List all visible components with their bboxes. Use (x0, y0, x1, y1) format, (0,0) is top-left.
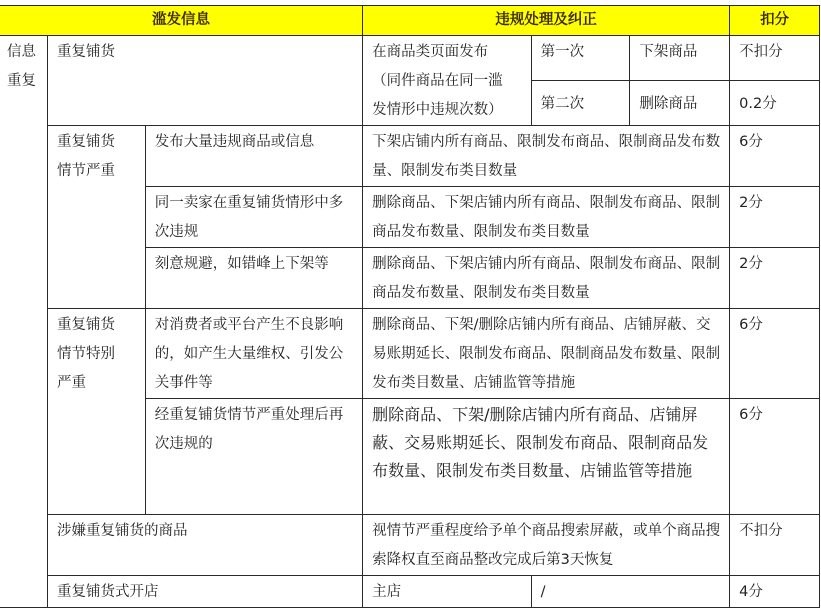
action-first: 下架商品 (630, 36, 730, 81)
subcat-repeat-listing: 重复铺货 (47, 36, 362, 126)
header-handling: 违规处理及纠正 (363, 6, 730, 36)
category-label: 信息重复 (7, 44, 36, 89)
handling-line: （同件商品在同一滥 (372, 73, 503, 89)
handling-suspected: 视情节严重程度给予单个商品搜索屏蔽，或单个商品搜索降权直至商品整改完成后第3天恢复 (363, 515, 730, 576)
handling-serious-3: 删除商品、下架店铺内所有商品、限制发布商品、限制商品发布数量、限制发布类目数量 (363, 248, 730, 309)
subcat-line: 情节严重 (56, 163, 115, 179)
subcat-suspected: 涉嫌重复铺货的商品 (47, 515, 362, 576)
desc-very-serious-2: 经重复铺货情节严重处理后再次违规的 (145, 399, 362, 515)
handling-very-serious-2: 删除商品、下架/删除店铺内所有商品、店铺屏蔽、交易账期延长、限制发布商品、限制商品发布数量、限制发布类目数量、店铺监管等措施 (363, 399, 730, 515)
subcat-repeat-shop: 重复铺货式开店 (47, 576, 362, 608)
desc-serious-2: 同一卖家在重复铺货情形中多次违规 (145, 187, 362, 248)
score-very-serious-1: 6分 (730, 309, 820, 399)
subcat-line: 重复铺货 (56, 317, 115, 333)
count-main-shop: / (531, 576, 730, 608)
score-serious-3: 2分 (730, 248, 820, 309)
violation-penalty-table (0, 5, 820, 608)
score-main-shop: 4分 (730, 576, 820, 608)
subcat-very-serious (47, 309, 145, 515)
score-first: 不扣分 (730, 36, 820, 81)
handling-serious-2: 删除商品、下架店铺内所有商品、限制发布商品、限制商品发布数量、限制发布类目数量 (363, 187, 730, 248)
score-very-serious-2: 6分 (730, 399, 820, 515)
subcat-line: 重复铺货 (56, 134, 115, 150)
handling-line: 在商品类页面发布 (372, 44, 489, 60)
handling-serious-1: 下架店铺内所有商品、限制发布商品、限制商品发布数量、限制发布类目数量 (363, 126, 730, 187)
handling-line: 发情形中违规次数） (372, 102, 503, 118)
header-score: 扣分 (730, 6, 820, 36)
score-suspected: 不扣分 (730, 515, 820, 576)
subcat-serious (47, 126, 145, 309)
desc-serious-1: 发布大量违规商品或信息 (145, 126, 362, 187)
desc-very-serious-1: 对消费者或平台产生不良影响的，如产生大量维权、引发公关事件等 (145, 309, 362, 399)
action-second: 删除商品 (630, 81, 730, 126)
subcat-line: 情节特别 (56, 346, 115, 362)
header-info: 滥发信息 (0, 6, 363, 36)
count-first: 第一次 (531, 36, 630, 81)
handling-category-page (363, 36, 532, 126)
score-second: 0.2分 (730, 81, 820, 126)
score-serious-2: 2分 (730, 187, 820, 248)
score-serious-1: 6分 (730, 126, 820, 187)
subcat-line: 严重 (56, 375, 86, 391)
desc-serious-3: 刻意规避，如错峰上下架等 (145, 248, 362, 309)
handling-very-serious-1: 删除商品、下架/删除店铺内所有商品、店铺屏蔽、交易账期延长、限制发布商品、限制商品发布数量、限制发布类目数量、店铺监管等措施 (363, 309, 730, 399)
handling-main-shop: 主店 (363, 576, 532, 608)
category-cell (0, 36, 47, 608)
count-second: 第二次 (531, 81, 630, 126)
